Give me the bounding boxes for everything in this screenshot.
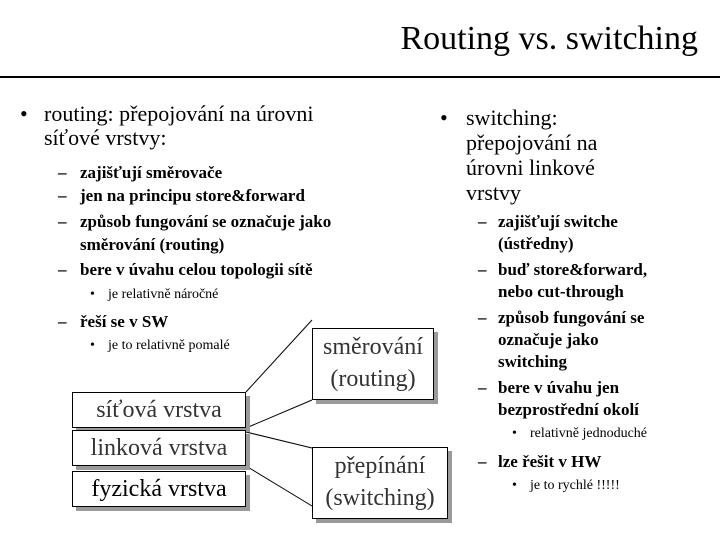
link-layer-box: linková vrstva: [72, 430, 246, 466]
left-sub-topology: je relativně náročné: [108, 287, 219, 302]
right-bullet-line2: přepojování na: [466, 130, 598, 155]
switching-connector-bottom: [246, 466, 312, 506]
left-item-3-line1: způsob fungování se označuje jako: [80, 212, 332, 231]
routing-callout-line1: směrování: [323, 334, 423, 360]
left-item-3-line2: směrování (routing): [80, 235, 225, 254]
right-item-naming-line3: switching: [498, 352, 567, 371]
left-item-1: zajišťují směrovače: [80, 163, 223, 182]
network-layer-box: síťová vrstva: [72, 392, 246, 428]
right-item-naming-line2: označuje jako: [498, 330, 599, 349]
right-bullet-line3: úrovni linkové: [466, 155, 595, 180]
right-sub-hw: je to rychlé !!!!!: [530, 478, 620, 493]
dash-marker: –: [58, 163, 67, 182]
left-item-4: bere v úvahu celou topologii sítě: [80, 260, 313, 279]
right-item-switches-line2: (ústředny): [498, 234, 574, 253]
switching-callout-line1: přepínání: [334, 453, 426, 479]
right-item-naming-line1: způsob fungování se: [498, 308, 645, 327]
routing-connector-top: [246, 320, 312, 392]
dash-marker: –: [58, 212, 67, 231]
right-item-mode-line2: nebo cut-through: [498, 282, 624, 301]
left-bullet-line2: síťové vrstvy:: [44, 125, 167, 150]
switching-connector-top: [246, 432, 312, 448]
left-bullet-marker: •: [20, 101, 28, 126]
sub-bullet-marker: •: [90, 338, 95, 353]
left-bullet-line1: routing: přepojování na úrovni: [44, 101, 314, 126]
dash-marker: –: [478, 212, 487, 231]
left-item-2: jen na principu store&forward: [80, 186, 305, 205]
right-item-hw: lze řešit v HW: [498, 452, 602, 471]
left-item-5: řeší se v SW: [80, 312, 169, 331]
sub-bullet-marker: •: [512, 478, 517, 493]
dash-marker: –: [58, 260, 67, 279]
routing-callout-line2: (routing): [330, 366, 416, 392]
right-bullet-marker: •: [440, 105, 448, 130]
right-item-switches-line1: zajišťují switche: [498, 212, 618, 231]
left-sub-sw: je to relativně pomalé: [108, 338, 230, 353]
routing-connector-bottom: [246, 400, 312, 428]
right-item-mode-line1: buď store&forward,: [498, 260, 648, 279]
right-sub-scope: relativně jednoduché: [530, 426, 648, 441]
physical-layer-box: fyzická vrstva: [72, 471, 246, 507]
dash-marker: –: [58, 312, 67, 331]
dash-marker: –: [478, 378, 487, 397]
sub-bullet-marker: •: [512, 426, 517, 441]
right-bullet-line4: vrstvy: [466, 180, 521, 205]
slide-title: Routing vs. switching: [400, 20, 698, 57]
right-bullet-line1: switching:: [466, 105, 558, 130]
dash-marker: –: [478, 308, 487, 327]
sub-bullet-marker: •: [90, 287, 95, 302]
right-item-scope-line1: bere v úvahu jen: [498, 378, 620, 397]
dash-marker: –: [58, 186, 67, 205]
dash-marker: –: [478, 452, 487, 471]
right-item-scope-line2: bezprostřední okolí: [498, 400, 639, 419]
dash-marker: –: [478, 260, 487, 279]
routing-callout: [312, 328, 434, 400]
switching-callout-line2: (switching): [325, 485, 435, 511]
switching-callout: [312, 447, 448, 519]
